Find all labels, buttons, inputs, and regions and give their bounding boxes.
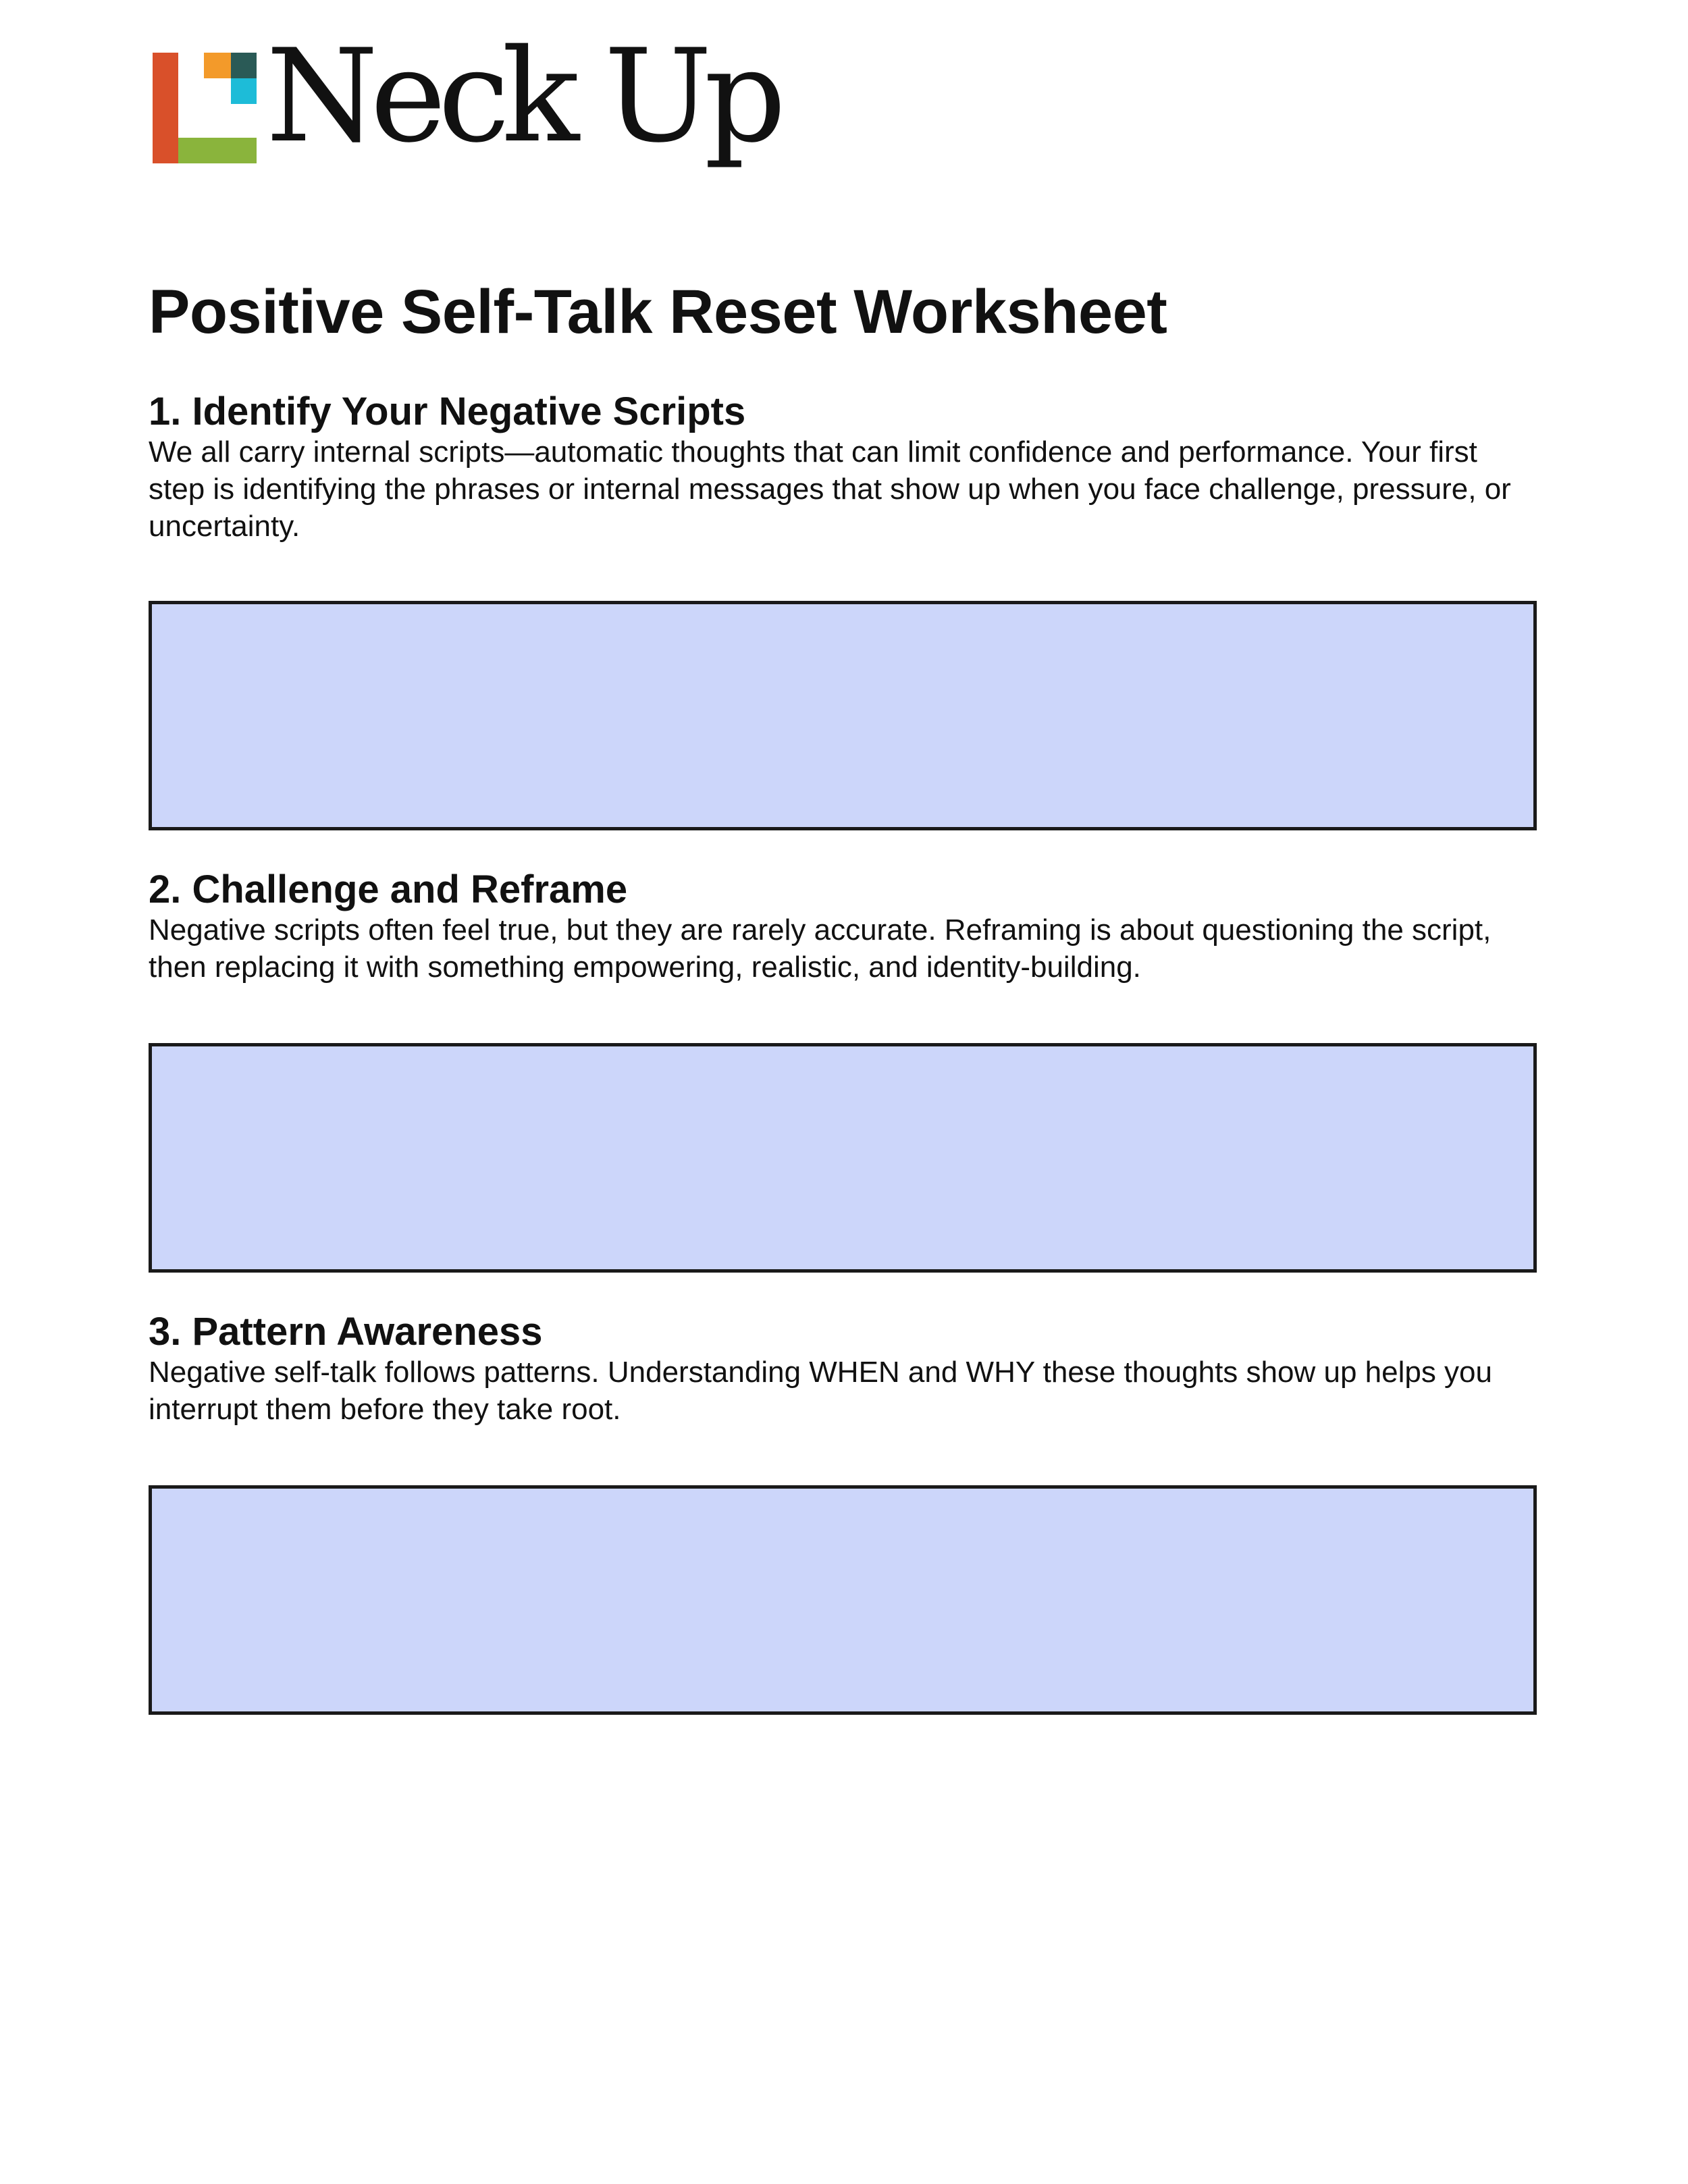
logo-mark-icon: [153, 53, 257, 163]
page-title: Positive Self-Talk Reset Worksheet: [149, 277, 1167, 346]
section-challenge-reframe: [149, 868, 1539, 986]
section-identify-scripts: [149, 390, 1539, 545]
section-heading: 1. Identify Your Negative Scripts: [149, 390, 746, 433]
section-body: Negative self-talk follows patterns. Understanding WHEN and WHY these thoughts show up helps you interrupt them before they take root.: [149, 1356, 1492, 1426]
logo-dark-square: [231, 53, 257, 78]
answer-field-pattern-awareness[interactable]: [149, 1485, 1537, 1715]
logo-green-bar: [178, 138, 257, 163]
section-heading: 2. Challenge and Reframe: [149, 868, 628, 911]
neck-up-logo: [153, 22, 779, 201]
logo-red-bar: [153, 53, 178, 163]
logo-orange-square: [204, 53, 231, 78]
section-pattern-awareness: [149, 1310, 1539, 1428]
answer-field-challenge-reframe[interactable]: [149, 1043, 1537, 1273]
logo-wordmark: Neck Up: [266, 22, 779, 171]
answer-field-identify-scripts[interactable]: [149, 601, 1537, 830]
section-heading: 3. Pattern Awareness: [149, 1310, 543, 1354]
section-body: We all carry internal scripts—automatic thoughts that can limit confidence and performance. Your first step is identifying the phrases or internal messages that show up when you face challenge, pressure, or uncertainty.: [149, 435, 1511, 543]
section-body: Negative scripts often feel true, but they are rarely accurate. Reframing is about questioning the script, then replacing it with something empowering, realistic, and identity-building.: [149, 913, 1492, 984]
logo-cyan-square: [231, 78, 257, 104]
